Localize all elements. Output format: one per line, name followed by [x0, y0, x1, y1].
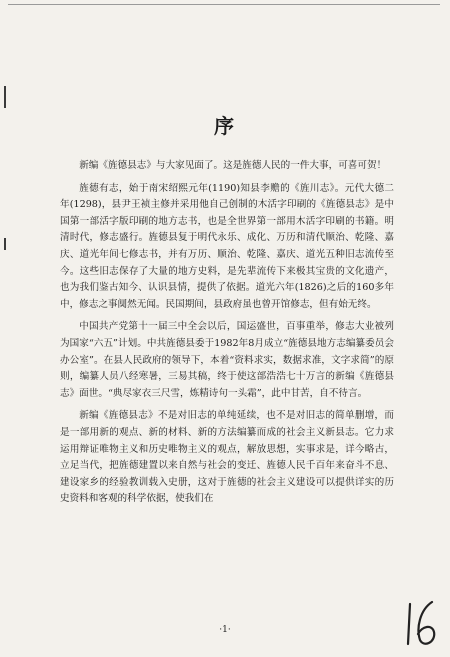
margin-mark	[4, 238, 6, 250]
paragraph: 中国共产党第十一届三中全会以后，国运盛世，百事重举，修志大业被列为国家“六五”计划。中共旌德县委于1982年8月成立“旌德县地方志编纂委员会办公室”。在县人民政府的领导下，本着“资料求实，数据求准，文字求简”的原则，编纂人员八经寒暑，三易其稿，终于使这部浩浩七十万言的新编《旌德县志》面世。“典尽家衣三尺雪，炼精诗句一头霜”，此中甘苦，自不待言。	[60, 321, 394, 399]
margin-mark	[4, 86, 6, 108]
paragraph: 新编《旌德县志》与大家见面了。这是旌德人民的一件大事，可喜可贺！	[79, 160, 387, 171]
paragraph: 新编《旌德县志》不是对旧志的单纯延续，也不是对旧志的简单删增，而是一部用新的观点、新的材料、新的方法编纂而成的社会主义新县志。它力求运用辩证唯物主义和历史唯物主义的观点，解放思想，实事求是，详今略古，立足当代，把旌德建置以来自然与社会的变迁、旌德人民千百年来奋斗不息、建设家乡的经验教训载入史册，这对于旌德的社会主义建设可以提供详实的历史资料和客观的科学依据，使我们在	[60, 410, 394, 505]
page-number: ·1·	[219, 625, 231, 635]
body-text	[60, 158, 394, 514]
top-rule	[8, 4, 440, 5]
page-title: 序	[214, 114, 236, 138]
handwritten-page-mark	[402, 598, 442, 648]
paragraph: 旌德有志，始于南宋绍熙元年(1190)知县李赡的《旌川志》。元代大德二年(1298)，县尹王祯主修并采用他自己创制的木活字印刷的《旌德县志》是中国第一部活字版印刷的地方志书，也是全世界第一部用木活字印刷的书籍。明清时代，修志盛行。旌德县复于明代永乐、成化、万历和清代顺治、乾隆、嘉庆、道光年间七修志书，并有万历、顺治、乾隆、嘉庆、道光五种旧志流传至今。这些旧志保存了大量的地方史料，是先辈流传下来极其宝贵的文化遗产，也为我们鉴古知今、认识县情，提供了依据。道光六年(1826)之后的160多年中，修志之事阒然无闻。民国期间，县政府虽也曾开馆修志，但有始无终。	[60, 182, 394, 310]
